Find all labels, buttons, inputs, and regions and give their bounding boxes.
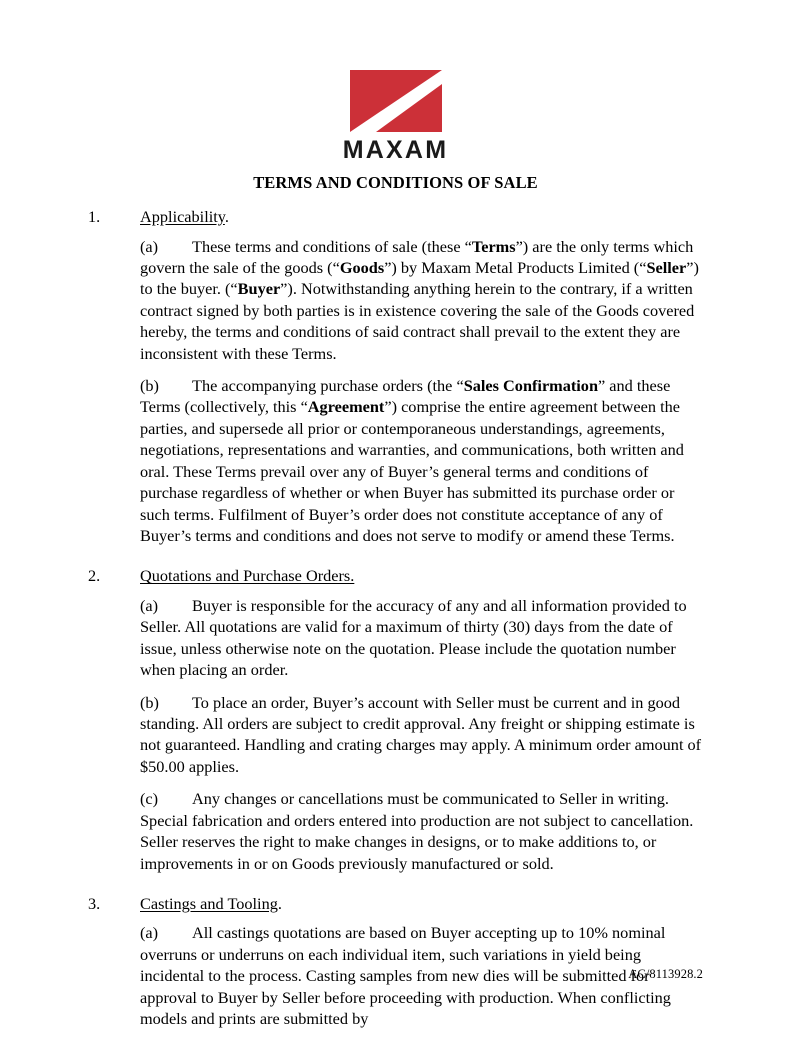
defined-term: Terms — [471, 236, 516, 256]
clause-text: ”) comprise the entire agreement between the parties, and supersede all prior or contemporaneous understandings, agreements, negotiations, representations and warranties, and communications, both written and oral. These Terms prevail over any of Buyer’s general terms and conditions of purchase regardless of whether or when Buyer has submitted its purchase order or such terms. Fulfilment of Buyer’s order does not constitute acceptance of any of Buyer’s terms and conditions and does not serve to modify or amend these Terms. — [140, 397, 684, 545]
section-title-underlined: Quotations and Purchase Orders. — [140, 566, 355, 586]
clause-text: Any changes or cancellations must be communicated to Seller in writing. Special fabrication and orders entered into production are not subject to cancellation. Seller reserves the right to make changes in designs, or to make additions to, or improvements in or on Goods previously manufactured or sold. — [140, 789, 694, 873]
logo-wordmark: MAXAM — [342, 136, 449, 164]
defined-term: Seller — [646, 257, 687, 277]
clause-text: The accompanying purchase orders (the “ — [192, 376, 464, 396]
defined-term: Goods — [339, 257, 385, 277]
section-number: 3. — [88, 893, 101, 913]
clause-text: ”) to the buyer. (“ — [140, 257, 699, 299]
section-title-trailing: . — [224, 207, 229, 226]
footer-reference: AC/8113928.2 — [628, 967, 703, 981]
clause-text: ”). Notwithstanding anything herein to the contrary, if a written contract signed by both parties is in existence covering the sale of the Goods covered hereby, the terms and conditions of said contract shall prevail to the extent they are inconsistent with these Terms. — [140, 279, 695, 363]
clause-paragraph — [88, 236, 703, 365]
section-title — [140, 206, 703, 228]
clause-marker: (a) — [140, 923, 159, 943]
section-spacer — [88, 557, 703, 565]
section-number: 1. — [88, 207, 101, 226]
section-spacer — [88, 885, 703, 893]
clause-text: ”) by Maxam Metal Products Limited (“ — [384, 257, 647, 277]
section-title — [140, 565, 703, 587]
clause-marker: (a) — [140, 595, 159, 615]
section-title-underlined: Castings and Tooling — [140, 893, 278, 913]
clause-paragraph — [88, 595, 703, 681]
clause-text: ” and these Terms (collectively, this “ — [140, 376, 671, 417]
clause-paragraph — [88, 788, 703, 874]
clause-text: These terms and conditions of sale (these “ — [192, 236, 472, 256]
document-body — [0, 206, 791, 1041]
defined-term: Buyer — [237, 279, 281, 299]
section-title — [140, 893, 703, 915]
section-heading — [88, 206, 703, 228]
clause-text: ”) are the only terms which govern the sale of the goods (“ — [140, 236, 694, 277]
maxam-logo-icon — [350, 70, 442, 132]
clause-text: To place an order, Buyer’s account with Seller must be current and in good standing. All orders are subject to credit approval. Any freight or shipping estimate is not guaranteed. Handling and crating charges may apply. A minimum order amount of $50.00 applies. — [140, 692, 702, 776]
section-title-trailing: . — [277, 893, 282, 913]
page-title: TERMS AND CONDITIONS OF SALE — [253, 173, 538, 192]
maxam-logo-svg — [350, 70, 442, 132]
clause-marker: (a) — [140, 236, 159, 256]
section-heading — [88, 565, 703, 587]
clause-marker: (c) — [140, 789, 159, 809]
section-number: 2. — [88, 566, 101, 586]
clause-paragraph — [88, 375, 703, 546]
clause-marker: (b) — [140, 376, 159, 396]
clause-text: All castings quotations are based on Buyer accepting up to 10% nominal overruns or underruns on each individual item, such variations in yield being incidental to the process. Casting samples from new dies will be submitted for approval to Buyer by Seller before proceeding with production. When conflicting models and prints are submitted by — [140, 923, 671, 1029]
clause-paragraph — [88, 922, 703, 1029]
clause-marker: (b) — [140, 692, 159, 712]
clause-paragraph — [88, 692, 703, 778]
defined-term: Agreement — [307, 397, 385, 417]
defined-term: Sales Confirmation — [463, 376, 599, 396]
section-heading — [88, 893, 703, 915]
clause-text: Buyer is responsible for the accuracy of any and all information provided to Seller. All quotations are valid for a maximum of thirty (30) days from the date of issue, unless otherwise note on the quotation. Please include the quotation number when placing an order. — [140, 595, 687, 680]
section-title-underlined: Applicability — [140, 207, 225, 226]
company-logo — [0, 70, 791, 163]
